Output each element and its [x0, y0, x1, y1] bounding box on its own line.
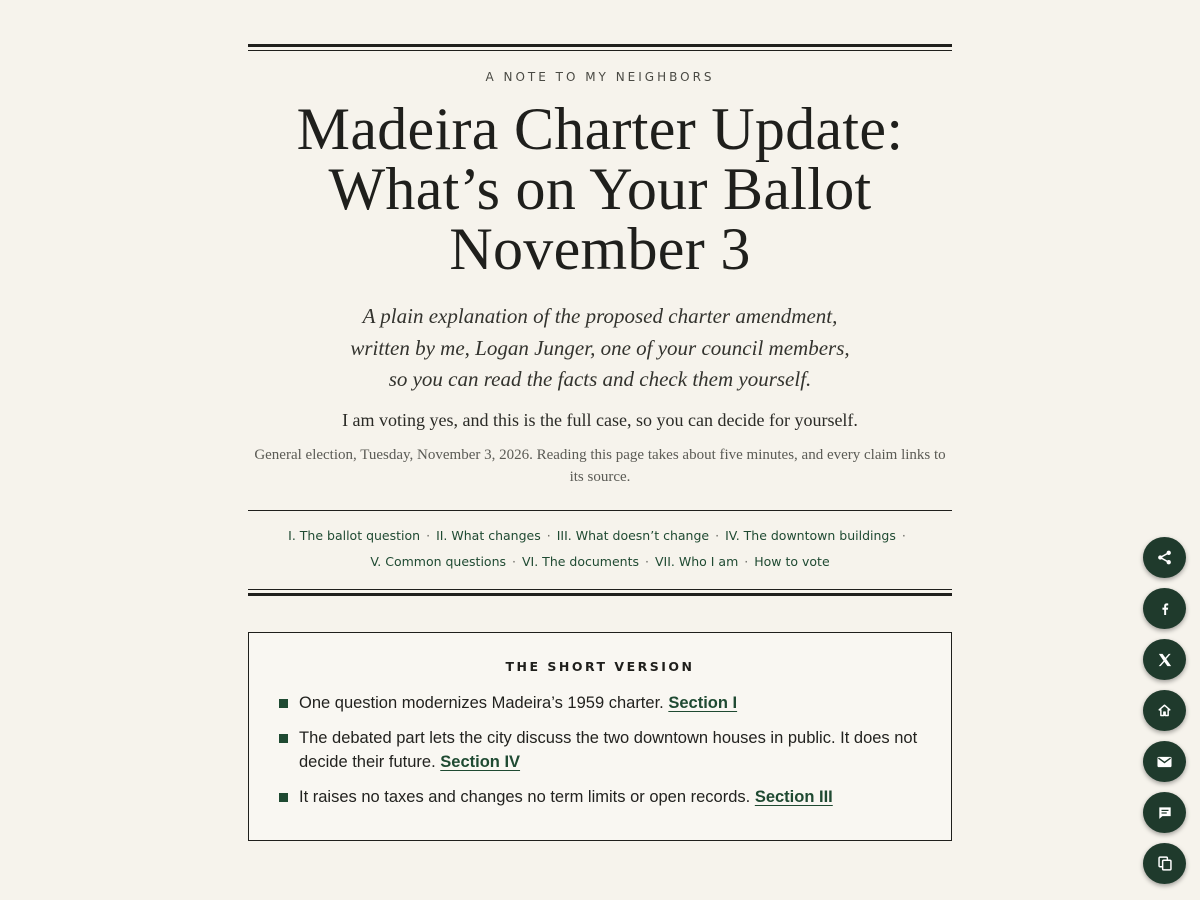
toc-link-section-vi[interactable]: VI. The documents [522, 553, 639, 569]
home-icon [1158, 704, 1171, 717]
square-bullet-icon [279, 734, 288, 743]
toc-link-section-iv[interactable]: IV. The downtown buildings [725, 527, 896, 543]
top-double-rule [248, 44, 952, 51]
deck-line: written by me, Logan Junger, one of your council members, [350, 335, 850, 360]
deck-line: A plain explanation of the proposed charter amendment, [362, 304, 838, 328]
bottom-double-rule [248, 589, 952, 596]
share-button[interactable] [1143, 537, 1186, 578]
toc-separator: · [512, 553, 516, 569]
short-version-list [279, 691, 921, 809]
copy-link-button[interactable] [1143, 843, 1186, 884]
toc-separator: · [426, 527, 431, 543]
x-share-button[interactable] [1143, 639, 1186, 680]
deck [248, 301, 952, 396]
list-item [279, 785, 921, 809]
list-item [279, 726, 921, 774]
list-item-text: One question modernizes Madeira’s 1959 charter. [299, 693, 664, 712]
copy-icon [1158, 856, 1172, 871]
toc-line [248, 549, 952, 575]
list-item-text: The debated part lets the city discuss the two downtown houses in public. It does not decide their future. [299, 728, 918, 771]
section-link[interactable]: Section III [754, 787, 833, 806]
square-bullet-icon [279, 793, 288, 802]
facebook-icon [1160, 603, 1170, 615]
section-link[interactable]: Section IV [440, 752, 521, 771]
facebook-share-button[interactable] [1143, 588, 1186, 629]
x-icon [1158, 653, 1172, 667]
toc-separator: · [901, 527, 906, 543]
square-bullet-icon [279, 699, 288, 708]
stance-statement: I am voting yes, and this is the full case, so you can decide for yourself. [342, 409, 858, 430]
toc-line [248, 523, 952, 549]
title-line: November 3 [449, 216, 751, 282]
email-icon [1157, 756, 1172, 768]
list-item [279, 691, 921, 715]
page-title [248, 96, 952, 282]
election-meta: General election, Tuesday, November 3, 2026. Reading this page takes about five minutes, and every claim links to its source. [254, 446, 946, 485]
toc-link-section-i[interactable]: I. The ballot question [288, 527, 421, 543]
title-line: Madeira Charter Update: [296, 96, 904, 162]
toc-separator: · [715, 527, 720, 543]
kicker: A NOTE TO MY NEIGHBORS [485, 70, 715, 84]
toc-link-section-v[interactable]: V. Common questions [370, 553, 507, 569]
home-button[interactable] [1143, 690, 1186, 731]
share-icon [1157, 550, 1172, 565]
short-version-box [248, 632, 952, 841]
message-icon [1158, 806, 1172, 820]
toc-separator: · [546, 527, 551, 543]
email-share-button[interactable] [1143, 741, 1186, 782]
share-rail [1143, 537, 1186, 894]
toc-link-how-to-vote[interactable]: How to vote [754, 553, 830, 569]
list-item-text: It raises no taxes and changes no term limits or open records. [299, 787, 751, 806]
short-version-title: THE SHORT VERSION [505, 658, 695, 674]
section-link[interactable]: Section I [668, 693, 738, 712]
deck-line: so you can read the facts and check them yourself. [388, 367, 812, 391]
table-of-contents [248, 510, 952, 589]
toc-link-section-vii[interactable]: VII. Who I am [654, 553, 739, 569]
toc-link-section-iii[interactable]: III. What doesn’t change [556, 527, 710, 543]
title-line: What’s on Your Ballot [328, 156, 872, 222]
toc-separator: · [744, 553, 749, 569]
article-column [248, 0, 952, 841]
message-share-button[interactable] [1143, 792, 1186, 833]
toc-link-section-ii[interactable]: II. What changes [436, 527, 541, 543]
toc-separator: · [645, 553, 649, 569]
